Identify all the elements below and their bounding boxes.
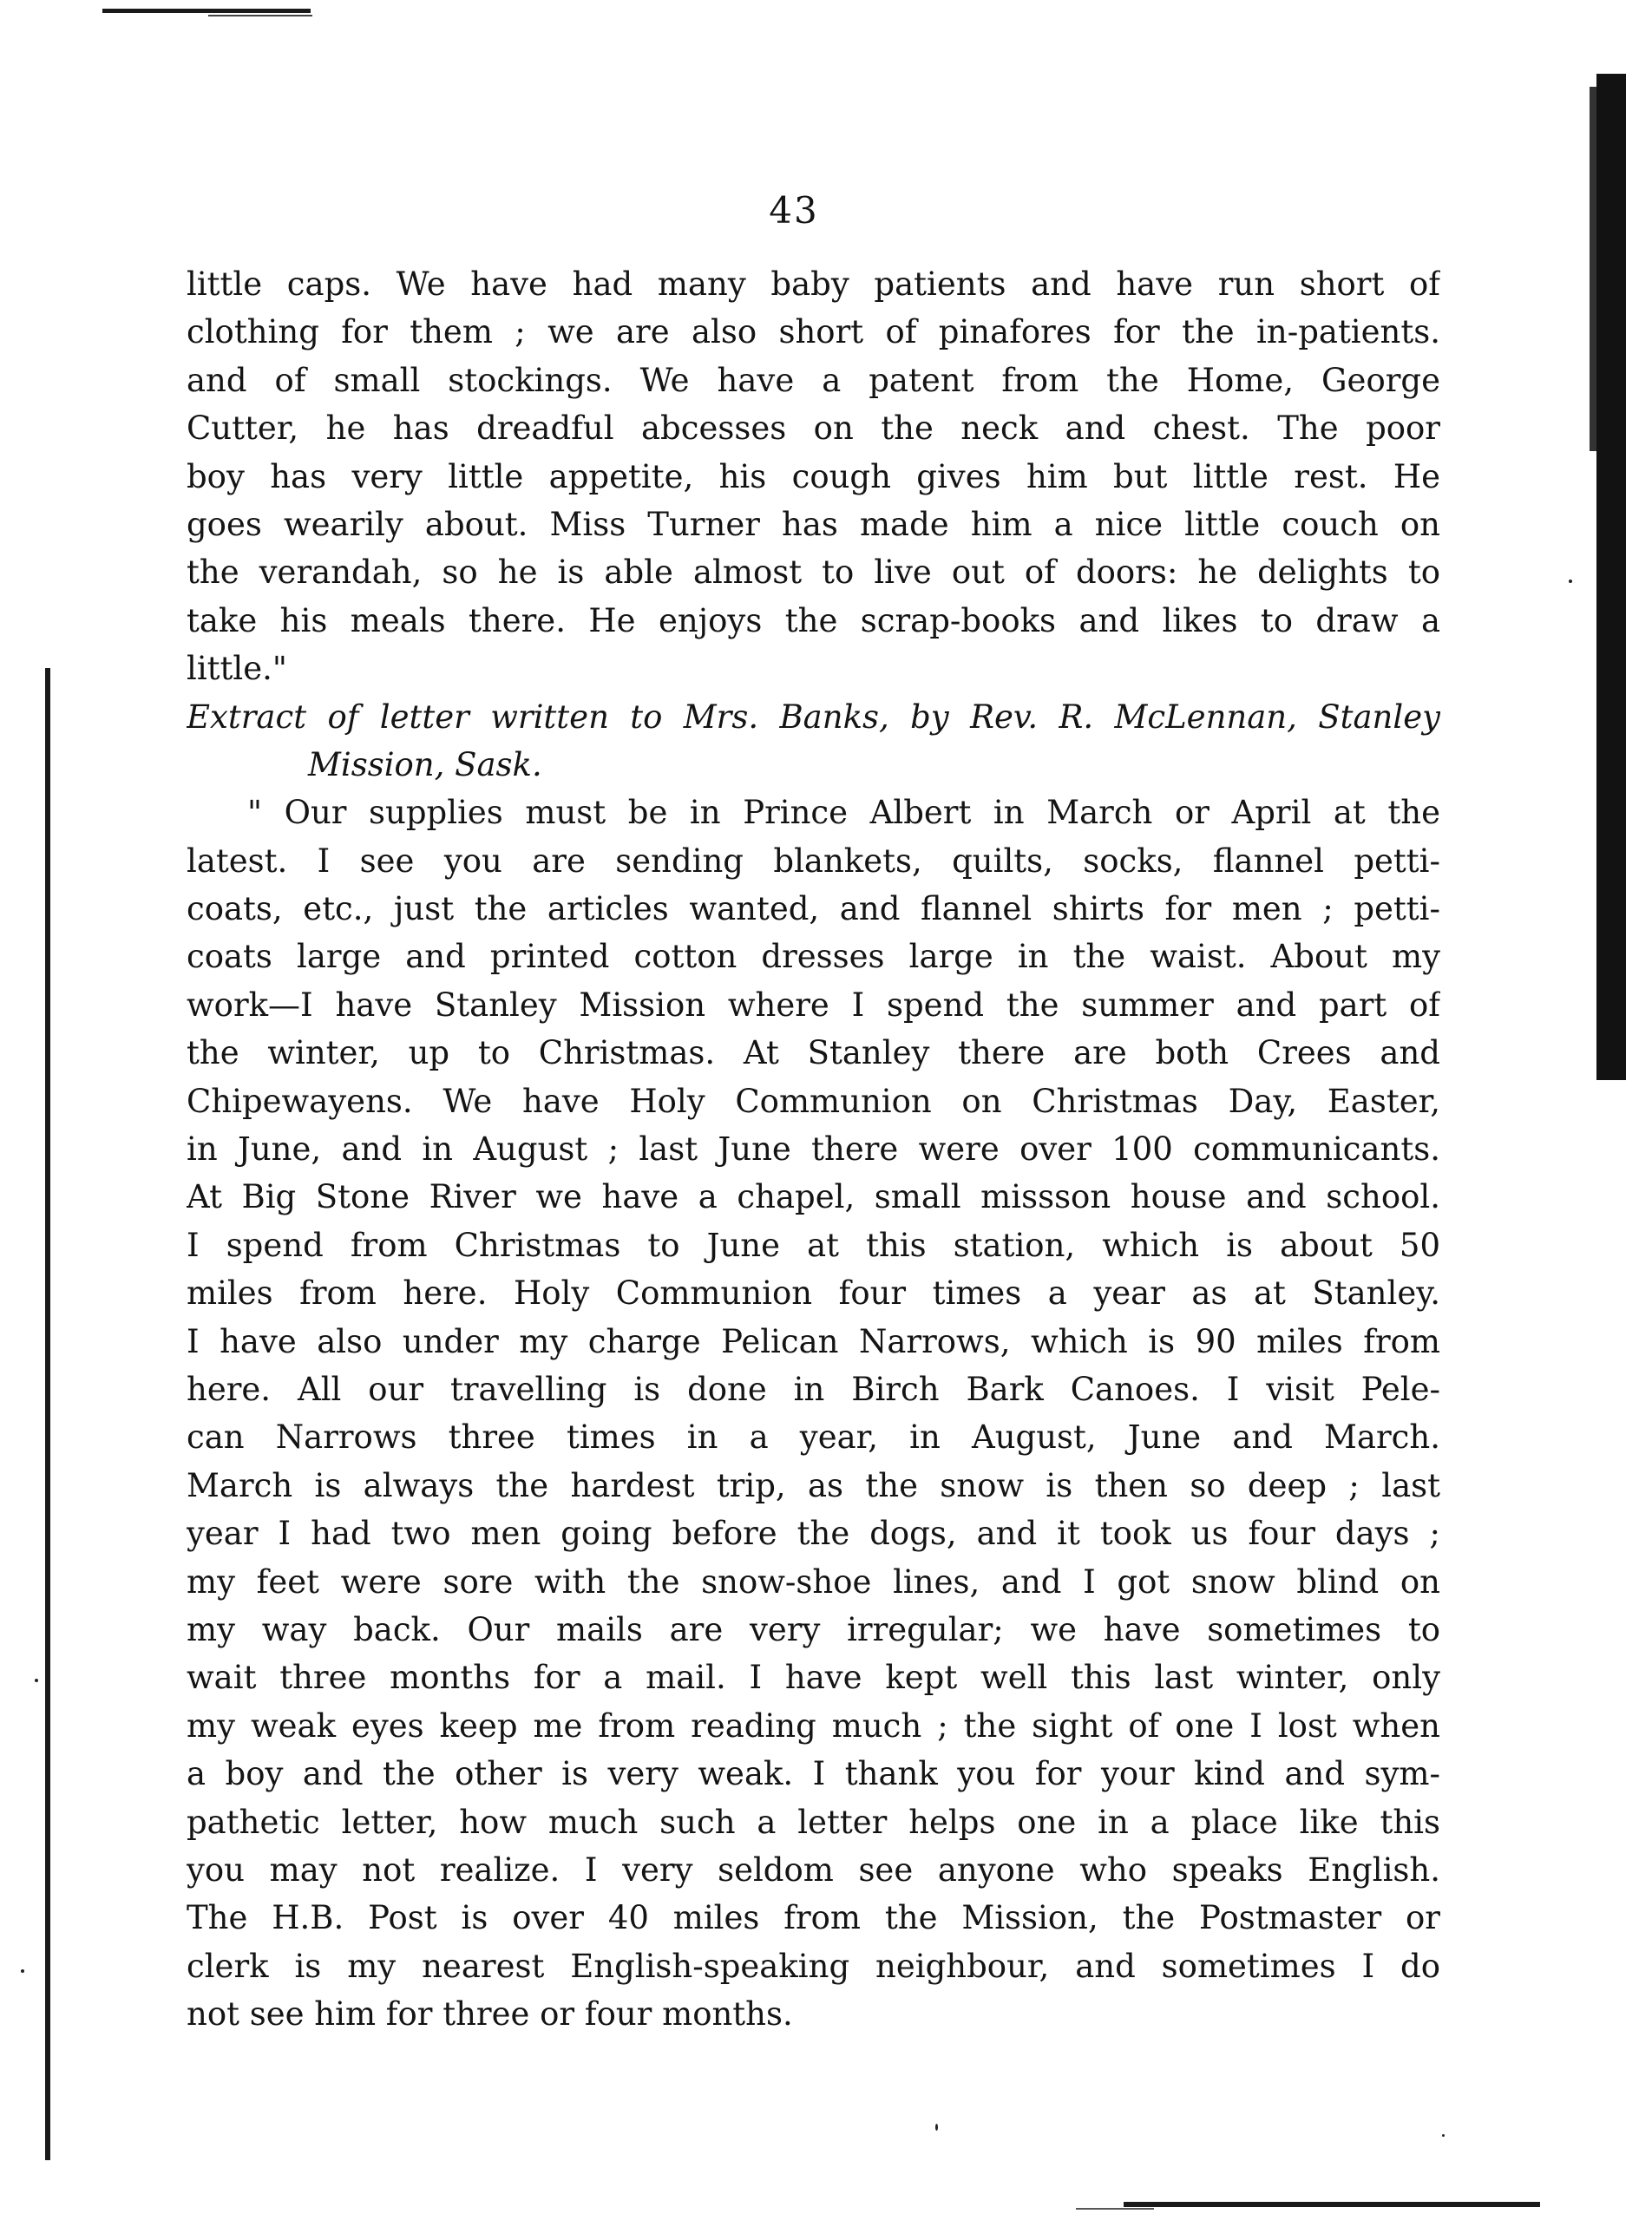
text-line: goes wearily about. Miss Turner has made him a nice little couch on: [187, 505, 1440, 543]
left-binding-edge: [45, 668, 50, 2160]
text-line: the verandah, so he is able almost to live out of doors: he delights to: [187, 553, 1440, 592]
text-line: coats large and printed cotton dresses large in the waist. About my: [187, 938, 1440, 976]
text-line: little.": [187, 650, 287, 688]
top-rule-artifact: [102, 9, 311, 13]
text-line: not see him for three or four months.: [187, 1995, 793, 2034]
text-line: little caps. We have had many baby patients and have run short of: [187, 265, 1440, 303]
text-line: clerk is my nearest English-speaking neighbour, and sometimes I do: [187, 1947, 1440, 1985]
extract-heading-line: Extract of letter written to Mrs. Banks, by Rev. R. McLennan, Stanley: [187, 698, 1440, 736]
extract-heading-line: Mission, Sask.: [308, 745, 542, 783]
text-line: wait three months for a mail. I have kept well this last winter, only: [187, 1659, 1440, 1697]
text-line: miles from here. Holy Communion four times a year as at Stanley.: [187, 1274, 1440, 1313]
text-line: my way back. Our mails are very irregular; we have sometimes to: [187, 1610, 1440, 1648]
text-line: clothing for them ; we are also short of pinafores for the in-patients.: [187, 313, 1440, 351]
text-line: latest. I see you are sending blankets, quilts, socks, flannel petti-: [187, 842, 1440, 880]
text-line: At Big Stone River we have a chapel, small missson house and school.: [187, 1178, 1440, 1216]
letter-one: [187, 260, 1440, 693]
text-line: I have also under my charge Pelican Narrows, which is 90 miles from: [187, 1322, 1440, 1360]
text-line: Cutter, he has dreadful abcesses on the neck and chest. The poor: [187, 409, 1440, 448]
text-line: I spend from Christmas to June at this station, which is about 50: [187, 1226, 1440, 1264]
page-number: 43: [769, 189, 819, 232]
text-line: boy has very little appetite, his cough gives him but little rest. He: [187, 457, 1440, 495]
scan-speck: [1442, 2134, 1445, 2137]
scan-speck: [1569, 580, 1572, 583]
right-spine-shadow: [1590, 87, 1596, 451]
letter-two: [187, 789, 1440, 2038]
text-line: take his meals there. He enjoys the scrap-books and likes to draw a: [187, 601, 1440, 639]
text-line: pathetic letter, how much such a letter helps one in a place like this: [187, 1803, 1440, 1841]
text-line: year I had two men going before the dogs, and it took us four days ;: [187, 1515, 1440, 1553]
scan-speck: [35, 1679, 38, 1682]
text-line: in June, and in August ; last June there were over 100 communicants.: [187, 1130, 1440, 1169]
text-line: " Our supplies must be in Prince Albert in March or April at the: [247, 794, 1440, 832]
bottom-rule-artifact-thin: [1076, 2208, 1154, 2210]
text-line: and of small stockings. We have a patent from the Home, George: [187, 361, 1440, 399]
scan-speck: [935, 2124, 938, 2131]
text-line: work—I have Stanley Mission where I spend the summer and part of: [187, 986, 1440, 1024]
right-spine-edge: [1596, 74, 1626, 1080]
text-line: Chipewayens. We have Holy Communion on Christmas Day, Easter,: [187, 1082, 1440, 1120]
text-line: can Narrows three times in a year, in August, June and March.: [187, 1418, 1440, 1457]
text-line: you may not realize. I very seldom see anyone who speaks English.: [187, 1850, 1440, 1889]
text-line: here. All our travelling is done in Birch Bark Canoes. I visit Pele-: [187, 1370, 1440, 1408]
text-line: my feet were sore with the snow-shoe lines, and I got snow blind on: [187, 1562, 1440, 1601]
text-line: the winter, up to Christmas. At Stanley there are both Crees and: [187, 1034, 1440, 1072]
text-line: my weak eyes keep me from reading much ; the sight of one I lost when: [187, 1706, 1440, 1745]
scan-speck: [21, 1969, 24, 1973]
body-text: [187, 260, 1440, 2038]
text-line: The H.B. Post is over 40 miles from the Mission, the Postmaster or: [187, 1899, 1440, 1937]
bottom-rule-artifact: [1124, 2202, 1540, 2207]
text-line: a boy and the other is very weak. I thank you for your kind and sym-: [187, 1755, 1440, 1793]
top-rule-artifact-thin: [208, 15, 312, 16]
text-line: March is always the hardest trip, as the snow is then so deep ; last: [187, 1466, 1440, 1504]
text-line: coats, etc., just the articles wanted, and flannel shirts for men ; petti-: [187, 890, 1440, 928]
extract-heading: [187, 693, 1440, 789]
